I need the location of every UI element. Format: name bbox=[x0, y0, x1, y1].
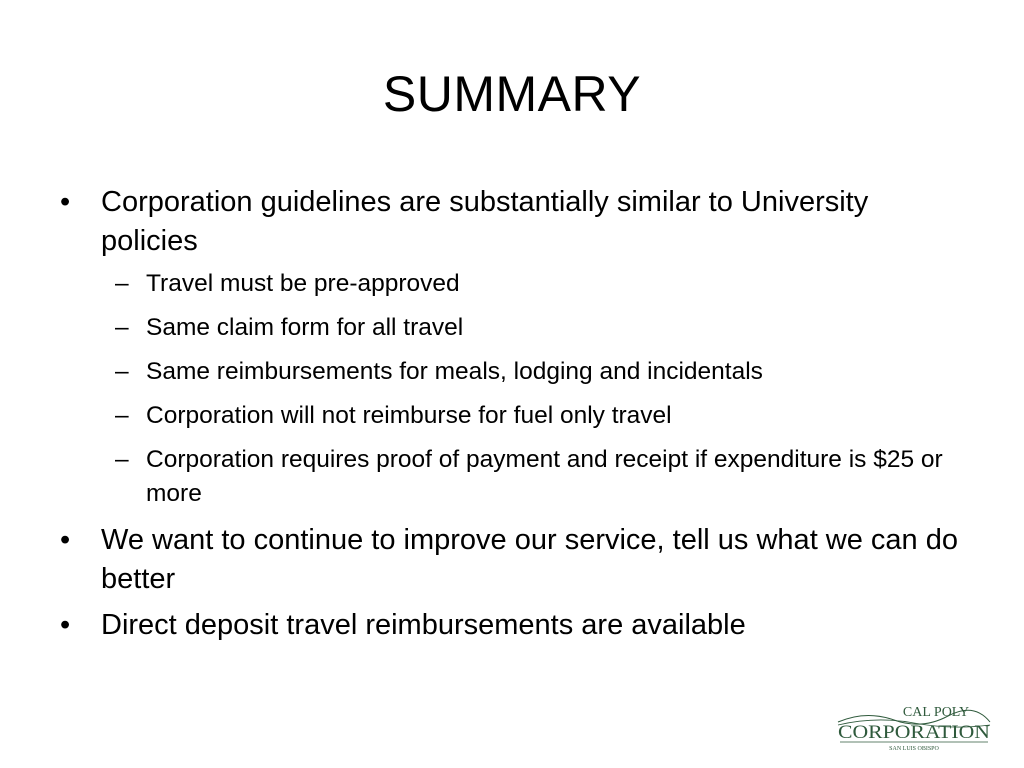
bullet-item bbox=[58, 606, 958, 645]
logo-line1: CAL POLY bbox=[902, 705, 970, 720]
bullet-text: Corporation guidelines are substantially similar to University policies bbox=[101, 186, 869, 257]
bullet-item bbox=[58, 183, 958, 511]
sub-bullet-text: Same claim form for all travel bbox=[146, 314, 464, 341]
dash-icon: – bbox=[115, 270, 129, 297]
sub-bullet-item bbox=[101, 267, 958, 301]
cal-poly-corporation-logo bbox=[836, 700, 992, 752]
bullet-text: Direct deposit travel reimbursements are available bbox=[101, 609, 746, 641]
dash-icon: – bbox=[115, 314, 129, 341]
logo-line3: SAN LUIS OBISPO bbox=[889, 746, 939, 752]
sub-bullet-text: Corporation will not reimburse for fuel only travel bbox=[146, 402, 672, 429]
sub-bullet-text: Travel must be pre-approved bbox=[146, 270, 460, 297]
sub-bullet-list bbox=[101, 267, 958, 511]
dash-icon: – bbox=[115, 402, 129, 429]
sub-bullet-text: Corporation requires proof of payment and receipt if expenditure is $25 or more bbox=[146, 446, 943, 507]
logo-line2: CORPORATION bbox=[838, 722, 991, 743]
sub-bullet-item bbox=[101, 399, 958, 433]
bullet-icon: • bbox=[60, 609, 71, 641]
dash-icon: – bbox=[115, 446, 129, 473]
bullet-text: We want to continue to improve our service, tell us what we can do better bbox=[101, 524, 959, 595]
bullet-list bbox=[58, 183, 958, 652]
bullet-icon: • bbox=[60, 186, 71, 218]
slide-title: SUMMARY bbox=[382, 66, 642, 122]
dash-icon: – bbox=[115, 358, 129, 385]
bullet-icon: • bbox=[60, 524, 71, 556]
sub-bullet-item bbox=[101, 443, 958, 511]
sub-bullet-text: Same reimbursements for meals, lodging and incidentals bbox=[146, 358, 763, 385]
sub-bullet-item bbox=[101, 355, 958, 389]
sub-bullet-item bbox=[101, 311, 958, 345]
bullet-item bbox=[58, 521, 958, 599]
